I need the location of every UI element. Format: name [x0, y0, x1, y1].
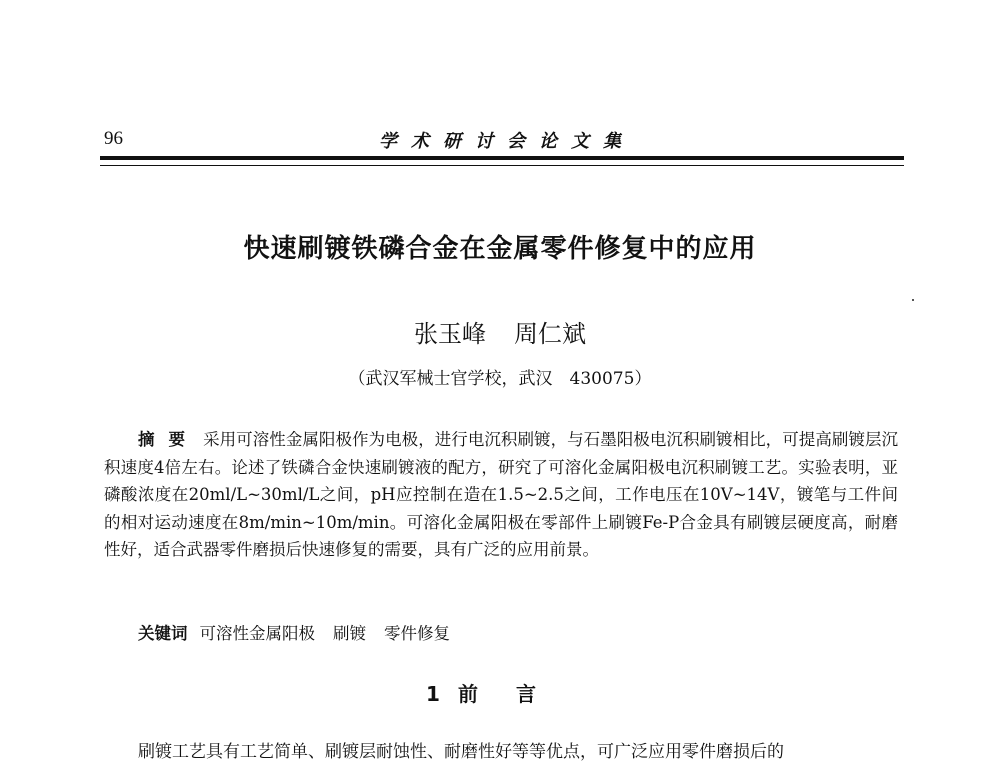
keywords-label: 关键词 — [138, 624, 188, 643]
keywords — [138, 620, 450, 644]
running-header: 学术研讨会论文集 — [379, 131, 635, 152]
keyword: 可溶性金属阳极 — [199, 624, 315, 643]
section-number: 1 — [426, 682, 440, 706]
section-heading — [0, 678, 1000, 707]
body-paragraph: 刷镀工艺具有工艺简单、刷镀层耐蚀性、耐磨性好等等优点，可广泛应用零件磨损后的 — [138, 742, 784, 762]
author-name: 周仁斌 — [514, 320, 586, 348]
keyword: 刷镀 — [333, 624, 366, 643]
abstract-label: 摘要 — [138, 430, 200, 449]
author-name: 张玉峰 — [414, 320, 486, 348]
keyword: 零件修复 — [384, 624, 450, 643]
abstract-text: 采用可溶性金属阳极作为电极，进行电沉积刷镀，与石墨阳极电沉积刷镀相比，可提高刷镀层沉积速度4倍左右。论述了铁磷合金快速刷镀液的配方，研究了可溶化金属阳极电沉积刷镀工艺。实验表明，亚磷酸浓度在20ml/L~30ml/L之间，pH应控制在造在1.5~2.5之间，工作电压在10V~14V，镀笔与工件间的相对运动速度在8m/min~10m/min。可溶化金属阳极在零部件上刷镀Fe-P合金具有刷镀层硬度高，耐磨性好，适合武器零件磨损后快速修复的需要，具有广泛的应用前景。 — [104, 430, 899, 559]
header-rule-thick — [100, 156, 904, 160]
section-title: 前言 — [457, 682, 574, 706]
affiliation: （武汉军械士官学校，武汉 430075） — [348, 369, 652, 389]
author-list — [0, 314, 1000, 349]
speck-mark — [912, 299, 914, 301]
header-rule-thin — [100, 165, 904, 166]
page-number: 96 — [104, 128, 123, 149]
abstract — [104, 426, 898, 564]
paper-title: 快速刷镀铁磷合金在金属零件修复中的应用 — [243, 234, 757, 264]
